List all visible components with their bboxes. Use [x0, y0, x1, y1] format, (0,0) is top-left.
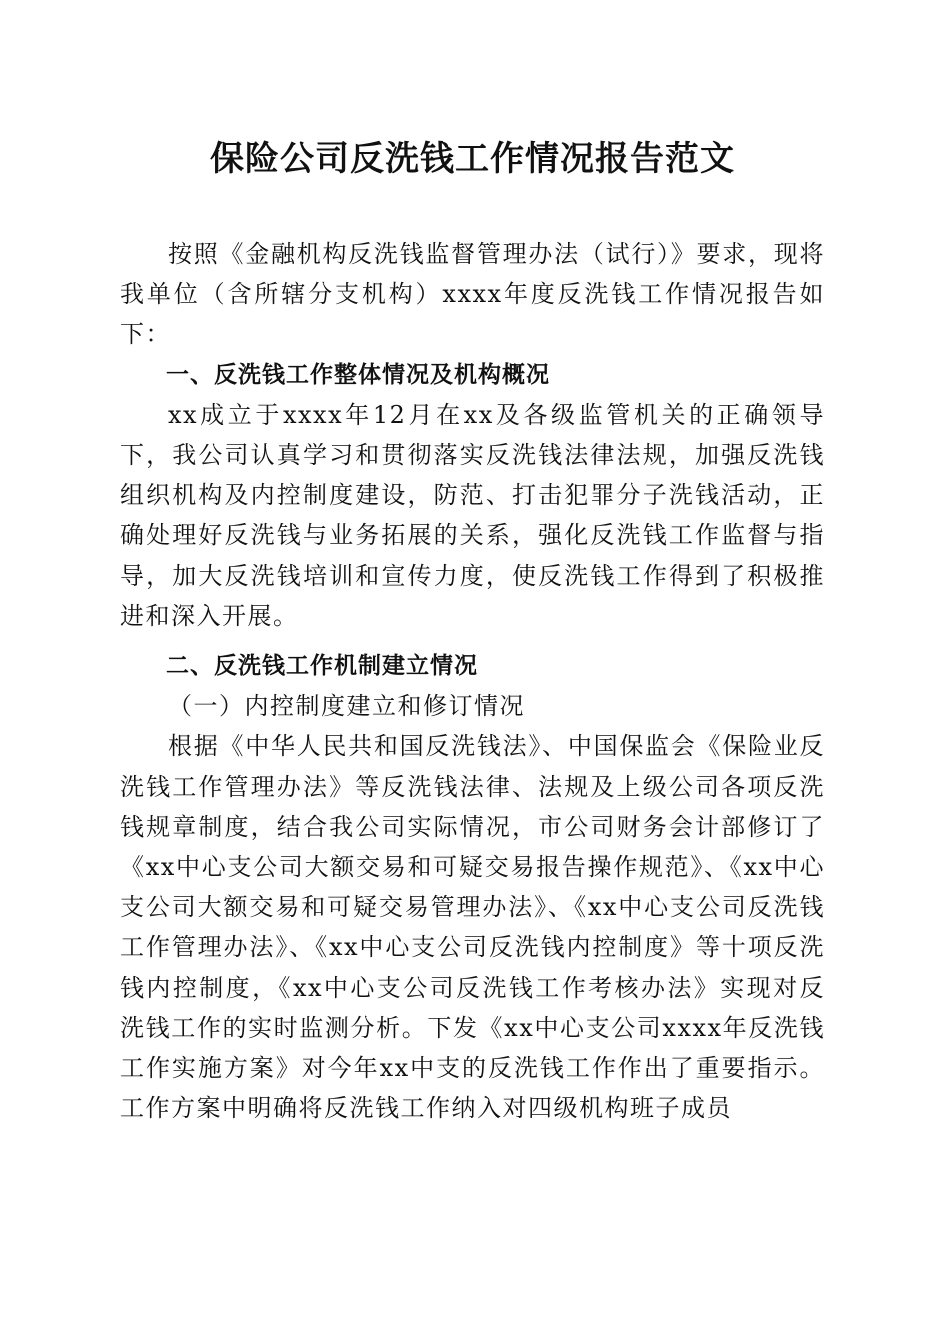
document-title: 保险公司反洗钱工作情况报告范文: [210, 139, 735, 179]
section-2-heading: 二、反洗钱工作机制建立情况: [166, 653, 478, 680]
intro-paragraph: 按照《金融机构反洗钱监督管理办法（试行）》要求，现将我单位（含所辖分支机构）xxxx年度反洗钱工作情况报告如下：: [120, 240, 825, 349]
document-body: [120, 234, 825, 1128]
subsection-1-heading: （一）内控制度建立和修订情况: [168, 692, 525, 721]
subsection-1-paragraph: 根据《中华人民共和国反洗钱法》、中国保监会《保险业反洗钱工作管理办法》等反洗钱法律、法规及上级公司各项反洗钱规章制度，结合我公司实际情况，市公司财务会计部修订了《xx中心支公司大额交易和可疑交易报告操作规范》、《xx中心支公司大额交易和可疑交易管理办法》、《xx中心支公司反洗钱工作管理办法》、《xx中心支公司反洗钱内控制度》等十项反洗钱内控制度，《xx中心支公司反洗钱工作考核办法》实现对反洗钱工作的实时监测分析。下发《xx中心支公司xxxx年反洗钱工作实施方案》对今年xx中支的反洗钱工作作出了重要指示。工作方案中明确将反洗钱工作纳入对四级机构班子成员: [120, 732, 825, 1123]
section-1-heading: 一、反洗钱工作整体情况及机构概况: [166, 361, 550, 388]
section-1-paragraph: xx成立于xxxx年12月在xx及各级监管机关的正确领导下，我公司认真学习和贯彻落实反洗钱法律法规，加强反洗钱组织机构及内控制度建设，防范、打击犯罪分子洗钱活动，正确处理好反洗钱与业务拓展的关系，强化反洗钱工作监督与指导，加大反洗钱培训和宣传力度，使反洗钱工作得到了积极推进和深入开展。: [120, 400, 825, 630]
